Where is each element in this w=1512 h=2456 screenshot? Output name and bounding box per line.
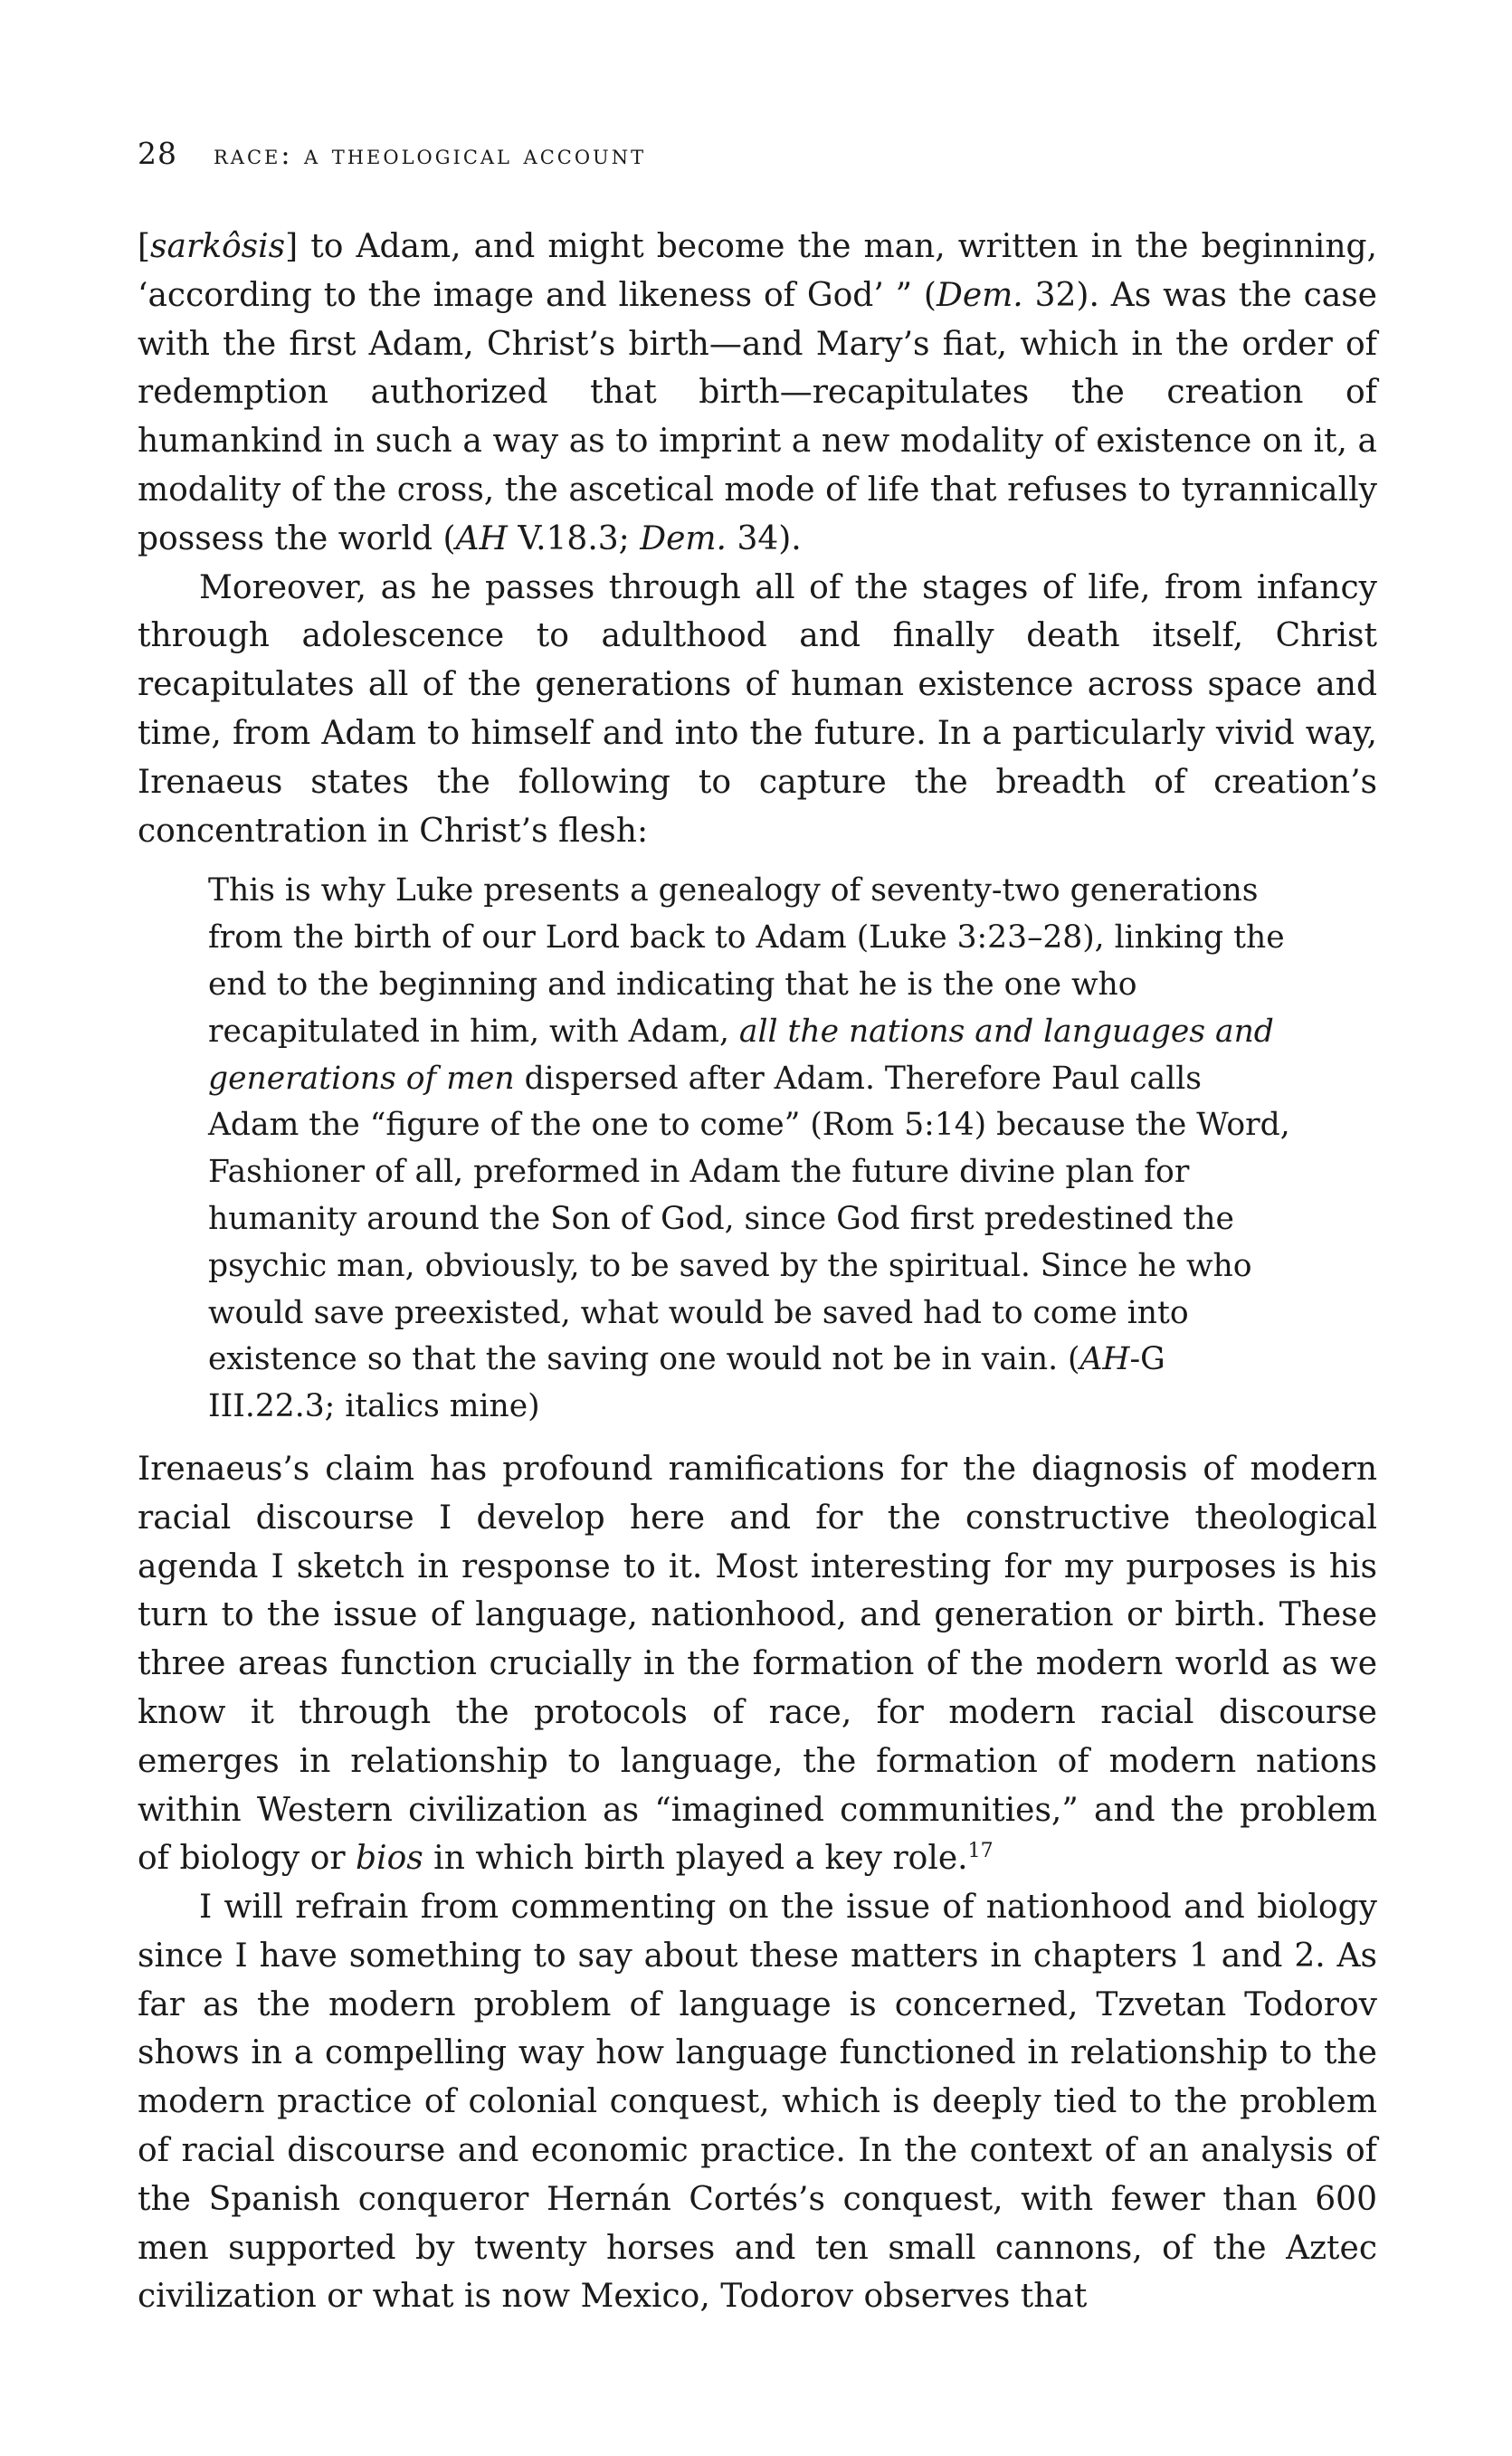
paragraph-1: [sarkôsis] to Adam, and might become the man, written in the beginning, ‘according to the image and likeness of God’ ” (Dem. 32). As was the case with the first Adam, Christ’s birth—and Mary’s fiat, which in the order of redemption authorized that birth—recapitulates the creation of humankind in such a way as to imprint a new modality of existence on it, a modality of the cross, the ascetical mode of life that refuses to tyrannically possess the world (AH V.18.3; Dem. 34). [138,228,1377,557]
page-body [138,223,1377,2321]
page-header [138,136,646,171]
paragraph-4: I will refrain from commenting on the issue of nationhood and biology since I have something to say about these matters in chapters 1 and 2. As far as the modern problem of language is concerned, Tzvetan Todorov shows in a compelling way how language functioned in relationship to the modern practice of colonial conquest, which is deeply tied to the problem of racial discourse and economic practice. In the context of an analysis of the Spanish conqueror Hernán Cortés’s conquest, with fewer than 600 men supported by twenty horses and ten small cannons, of the Aztec civilization or what is now Mexico, Todorov observes that [138,1889,1377,2316]
running-head: race: a theological account [214,139,647,171]
page-number: 28 [138,136,177,171]
paragraph-3: Irenaeus’s claim has profound ramifications for the diagnosis of modern racial discourse I develop here and for the constructive theological agenda I sketch in response to it. Most interesting for my purposes is his turn to the issue of language, nationhood, and generation or birth. These three areas function crucially in the formation of the modern world as we know it through the protocols of race, for modern racial discourse emerges in relationship to language, the formation of modern nations within Western civilization as “imagined communities,” and the problem of biology or bios in which birth played a key role.$^{17}$ [138,1450,1377,1878]
footnote-marker[interactable]: 17 [967,1840,994,1863]
block-quote: This is why Luke presents a genealogy of seventy-two generations from the birth of our Lord back to Adam (Luke 3:23–28), linking the end to the beginning and indicating that he is the one who recapitulated in him, with Adam, all the nations and languages and generations of men dispersed after Adam. Therefore Paul calls Adam the “figure of the one to come” (Rom 5:14) because the Word, Fashioner of all, preformed in Adam the future divine plan for humanity around the Son of God, since God first predestined the psychic man, obviously, to be saved by the spiritual. Since he who would save preexisted, what would be saved had to come into existence so that the saving one would not be in vain. (AH-G III.22.3; italics mine) [208,872,1290,1425]
paragraph-2: Moreover, as he passes through all of the stages of life, from infancy through adolescence to adulthood and finally death itself, Christ recapitulates all of the generations of human existence across space and time, from Adam to himself and into the future. In a particularly vivid way, Irenaeus states the following to capture the breadth of creation’s concentration in Christ’s flesh: [138,568,1377,850]
